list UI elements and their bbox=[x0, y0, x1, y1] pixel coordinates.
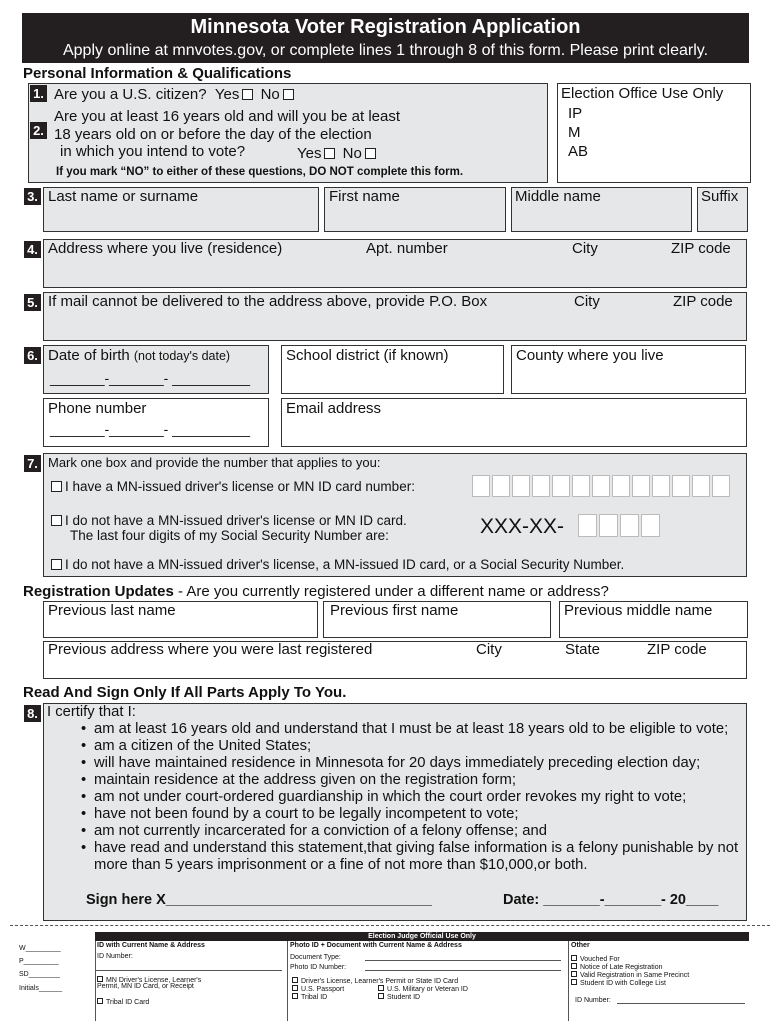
residence-address-label: Address where you live (residence) bbox=[48, 240, 283, 257]
judge-col1-title: ID with Current Name & Address bbox=[97, 942, 205, 949]
judge-col2-checkbox-5[interactable] bbox=[378, 993, 384, 999]
email-field[interactable] bbox=[281, 398, 747, 447]
judge-col2-option-1-text: Driver's License, Learner's Permit or State ID Card bbox=[301, 978, 459, 985]
age-question-line1: Are you at least 16 years old and will you be at least bbox=[54, 108, 401, 125]
judge-col3-checkbox-2[interactable] bbox=[571, 963, 577, 969]
mailing-zip-label: ZIP code bbox=[673, 293, 733, 310]
dob-note: (not today's date) bbox=[133, 349, 231, 363]
school-district-field[interactable] bbox=[281, 345, 504, 394]
judge-col2-photo-line[interactable] bbox=[365, 970, 561, 971]
phone-label: Phone number bbox=[48, 400, 147, 417]
middle-name-label: Middle name bbox=[515, 188, 601, 205]
first-name-label: First name bbox=[329, 188, 400, 205]
judge-col2-option-3-text: U.S. Military or Veteran ID bbox=[387, 986, 468, 993]
ssn-digit-boxes[interactable] bbox=[578, 514, 662, 542]
line-2-number: 2. bbox=[30, 122, 47, 139]
certification-item: • am not under court-ordered guardianship in which the court order revokes my right to vote; bbox=[71, 789, 739, 806]
judge-col2-title: Photo ID + Document with Current Name & Address bbox=[290, 942, 462, 949]
certification-item: • maintain residence at the address given on the registration form; bbox=[71, 772, 739, 789]
judge-col3-option-4 bbox=[571, 979, 666, 988]
residence-zip-label: ZIP code bbox=[671, 240, 731, 257]
ssn-option-line2: The last four digits of my Social Security Number are: bbox=[70, 528, 389, 543]
personal-heading: Personal Information & Qualifications bbox=[23, 65, 292, 82]
county-field[interactable] bbox=[511, 345, 746, 394]
age-yes-checkbox[interactable] bbox=[324, 148, 335, 159]
citizen-no-label: No bbox=[260, 86, 280, 103]
judge-col2-option-2-text: U.S. Passport bbox=[301, 986, 345, 993]
dob-label-text: Date of birth bbox=[48, 347, 130, 364]
age-answer bbox=[297, 145, 379, 162]
dob-label bbox=[48, 347, 268, 364]
office-use-box bbox=[557, 83, 751, 183]
judge-col2-photo-label: Photo ID Number: bbox=[290, 964, 347, 971]
line-5-number: 5. bbox=[24, 294, 41, 311]
citizen-question bbox=[54, 86, 297, 103]
line-1-number: 1. bbox=[30, 85, 47, 102]
previous-address-label: Previous address where you were last registered bbox=[48, 641, 373, 658]
judge-w-field[interactable]: W_________ bbox=[19, 945, 61, 952]
form-title: Minnesota Voter Registration Application bbox=[190, 16, 581, 38]
previous-last-name-label: Previous last name bbox=[48, 602, 176, 619]
certification-panel bbox=[43, 703, 747, 921]
judge-col1-rule bbox=[96, 970, 282, 971]
certification-item: • have not been found by a court to be legally incompetent to vote; bbox=[71, 806, 739, 823]
line-6-number: 6. bbox=[24, 347, 41, 364]
phone-field[interactable] bbox=[43, 398, 269, 447]
email-label: Email address bbox=[286, 400, 382, 417]
previous-middle-name-label: Previous middle name bbox=[564, 602, 713, 619]
judge-col1-option-1-text: MN Driver's License, Learner's bbox=[106, 977, 202, 984]
residence-city-label: City bbox=[572, 240, 598, 257]
updates-question: - Are you currently registered under a different name or address? bbox=[173, 583, 609, 600]
judge-col1-option-2-text: Tribal ID Card bbox=[106, 999, 150, 1006]
judge-col3-option-2-text: Notice of Late Registration bbox=[580, 964, 663, 971]
line-8-number: 8. bbox=[24, 705, 41, 722]
certify-intro: I certify that I: bbox=[47, 704, 136, 720]
judge-col2-checkbox-4[interactable] bbox=[292, 993, 298, 999]
judge-sd-field[interactable]: SD________ bbox=[19, 971, 60, 978]
judge-col2-doc-line[interactable] bbox=[365, 960, 561, 961]
certification-item: • have read and understand this statement,that giving false information is a felony punishable by not more than 5 years imprisonment or a fine of not more than $10,000,or both. bbox=[71, 840, 739, 874]
form-header bbox=[22, 13, 749, 63]
citizen-yes-checkbox[interactable] bbox=[242, 89, 253, 100]
judge-col2-option-4-text: Tribal ID bbox=[301, 994, 328, 1001]
suffix-field[interactable] bbox=[697, 187, 748, 232]
judge-use-title: Election Judge Official Use Only bbox=[95, 932, 749, 941]
last-name-field[interactable] bbox=[43, 187, 319, 232]
signature-date-line[interactable]: Date: _______-_______- 20____ bbox=[503, 892, 719, 908]
age-yes-label: Yes bbox=[297, 145, 322, 162]
license-checkbox[interactable] bbox=[51, 481, 62, 492]
signature-line[interactable]: Sign here X_________________________________ bbox=[86, 892, 432, 908]
judge-col3-id-label: ID Number: bbox=[575, 997, 611, 1004]
judge-col2-option-5 bbox=[378, 993, 420, 1002]
judge-col3-checkbox-4[interactable] bbox=[571, 979, 577, 985]
license-number-boxes[interactable] bbox=[472, 475, 732, 502]
date-of-birth-field[interactable] bbox=[43, 345, 269, 394]
license-option-text: I have a MN-issued driver's license or MN ID card number: bbox=[65, 479, 415, 494]
id-option-license bbox=[48, 479, 415, 494]
line-4-number: 4. bbox=[24, 241, 41, 258]
judge-col2-checkbox-2[interactable] bbox=[292, 985, 298, 991]
last-name-label: Last name or surname bbox=[48, 188, 199, 205]
age-question-line3: in which you intend to vote? bbox=[60, 143, 246, 160]
judge-col3-option-1-text: Vouched For bbox=[580, 956, 620, 963]
no-id-option-text: I do not have a MN-issued driver's license, a MN-issued ID card, or a Social Security Number. bbox=[65, 557, 625, 572]
previous-middle-name-field[interactable] bbox=[559, 601, 748, 638]
judge-initials-field[interactable]: Initials______ bbox=[19, 985, 63, 992]
judge-col1-checkbox-1[interactable] bbox=[97, 976, 103, 982]
judge-col2-checkbox-1[interactable] bbox=[292, 977, 298, 983]
judge-col2-option-5-text: Student ID bbox=[387, 994, 421, 1001]
judge-col3-checkbox-3[interactable] bbox=[571, 971, 577, 977]
dob-blank: _______-_______- __________ bbox=[50, 370, 251, 386]
office-code-m: M bbox=[568, 124, 581, 141]
certification-item: • am a citizen of the United States; bbox=[71, 738, 739, 755]
age-question-line2: 18 years old on or before the day of the election bbox=[54, 126, 372, 143]
previous-first-name-field[interactable] bbox=[323, 601, 551, 638]
judge-col3-id-line[interactable] bbox=[617, 1003, 745, 1004]
ssn-option-line1: I do not have a MN-issued driver's license or MN ID card. bbox=[65, 513, 407, 528]
line-7-number: 7. bbox=[24, 455, 41, 472]
qualification-warning: If you mark “NO” to either of these questions, DO NOT complete this form. bbox=[56, 166, 464, 178]
certification-list bbox=[71, 721, 739, 874]
suffix-label: Suffix bbox=[701, 188, 739, 205]
county-label: County where you live bbox=[516, 347, 664, 364]
ssn-checkbox[interactable] bbox=[51, 515, 62, 526]
id-intro: Mark one box and provide the number that applies to you: bbox=[48, 455, 381, 470]
age-no-checkbox[interactable] bbox=[365, 148, 376, 159]
certification-item: • will have maintained residence in Minnesota for 20 days immediately preceding election day; bbox=[71, 755, 739, 772]
sign-heading: Read And Sign Only If All Parts Apply To You. bbox=[23, 684, 347, 701]
judge-col3-option-4-text: Student ID with College List bbox=[580, 980, 666, 987]
previous-state-label: State bbox=[565, 641, 601, 658]
previous-last-name-field[interactable] bbox=[43, 601, 318, 638]
ssn-prefix: XXX-XX- bbox=[480, 515, 565, 538]
certification-item: • am not currently incarcerated for a conviction of a felony offense; and bbox=[71, 823, 739, 840]
no-id-checkbox[interactable] bbox=[51, 559, 62, 570]
age-no-label: No bbox=[342, 145, 362, 162]
judge-col2-option-4 bbox=[292, 993, 327, 1002]
judge-col1-option-1-line2: Permit, MN ID Card, or Receipt bbox=[97, 983, 194, 990]
line-3-number: 3. bbox=[24, 188, 41, 205]
judge-col1-option-2 bbox=[97, 998, 149, 1007]
citizen-no-checkbox[interactable] bbox=[283, 89, 294, 100]
office-use-title: Election Office Use Only bbox=[561, 85, 724, 102]
certification-item: • am at least 16 years old and understand that I must be at least 18 years old to be eligible to vote; bbox=[71, 721, 739, 738]
previous-zip-label: ZIP code bbox=[647, 641, 707, 658]
judge-col3-title: Other bbox=[571, 942, 590, 949]
first-name-field[interactable] bbox=[324, 187, 506, 232]
mailing-address-label: If mail cannot be delivered to the address above, provide P.O. Box bbox=[48, 293, 488, 310]
judge-col1-checkbox-2[interactable] bbox=[97, 998, 103, 1004]
updates-title: Registration Updates bbox=[23, 583, 174, 600]
judge-p-field[interactable]: P_________ bbox=[19, 958, 59, 965]
previous-first-name-label: Previous first name bbox=[330, 602, 459, 619]
updates-heading bbox=[23, 583, 609, 600]
phone-blank: _______-_______- __________ bbox=[50, 421, 251, 437]
apt-number-label: Apt. number bbox=[366, 240, 448, 257]
previous-city-label: City bbox=[476, 641, 502, 658]
office-code-ab: AB bbox=[568, 143, 589, 160]
school-district-label: School district (if known) bbox=[286, 347, 449, 364]
judge-col3-option-3-text: Valid Registration in Same Precinct bbox=[580, 972, 690, 979]
judge-col3-checkbox-1[interactable] bbox=[571, 955, 577, 961]
judge-col1-id-label: ID Number: bbox=[97, 953, 133, 960]
mailing-city-label: City bbox=[574, 293, 600, 310]
citizen-question-text: Are you a U.S. citizen? bbox=[54, 86, 207, 103]
judge-col2-checkbox-3[interactable] bbox=[378, 985, 384, 991]
form-subtitle: Apply online at mnvotes.gov, or complete lines 1 through 8 of this form. Please print clearly. bbox=[62, 42, 709, 59]
id-option-none bbox=[48, 557, 624, 572]
divider-line bbox=[10, 925, 770, 926]
middle-name-field[interactable] bbox=[511, 187, 692, 232]
citizen-yes-label: Yes bbox=[214, 86, 240, 103]
id-option-ssn bbox=[48, 513, 407, 528]
judge-col2-doc-label: Document Type: bbox=[290, 954, 341, 961]
office-code-ip: IP bbox=[568, 105, 583, 122]
